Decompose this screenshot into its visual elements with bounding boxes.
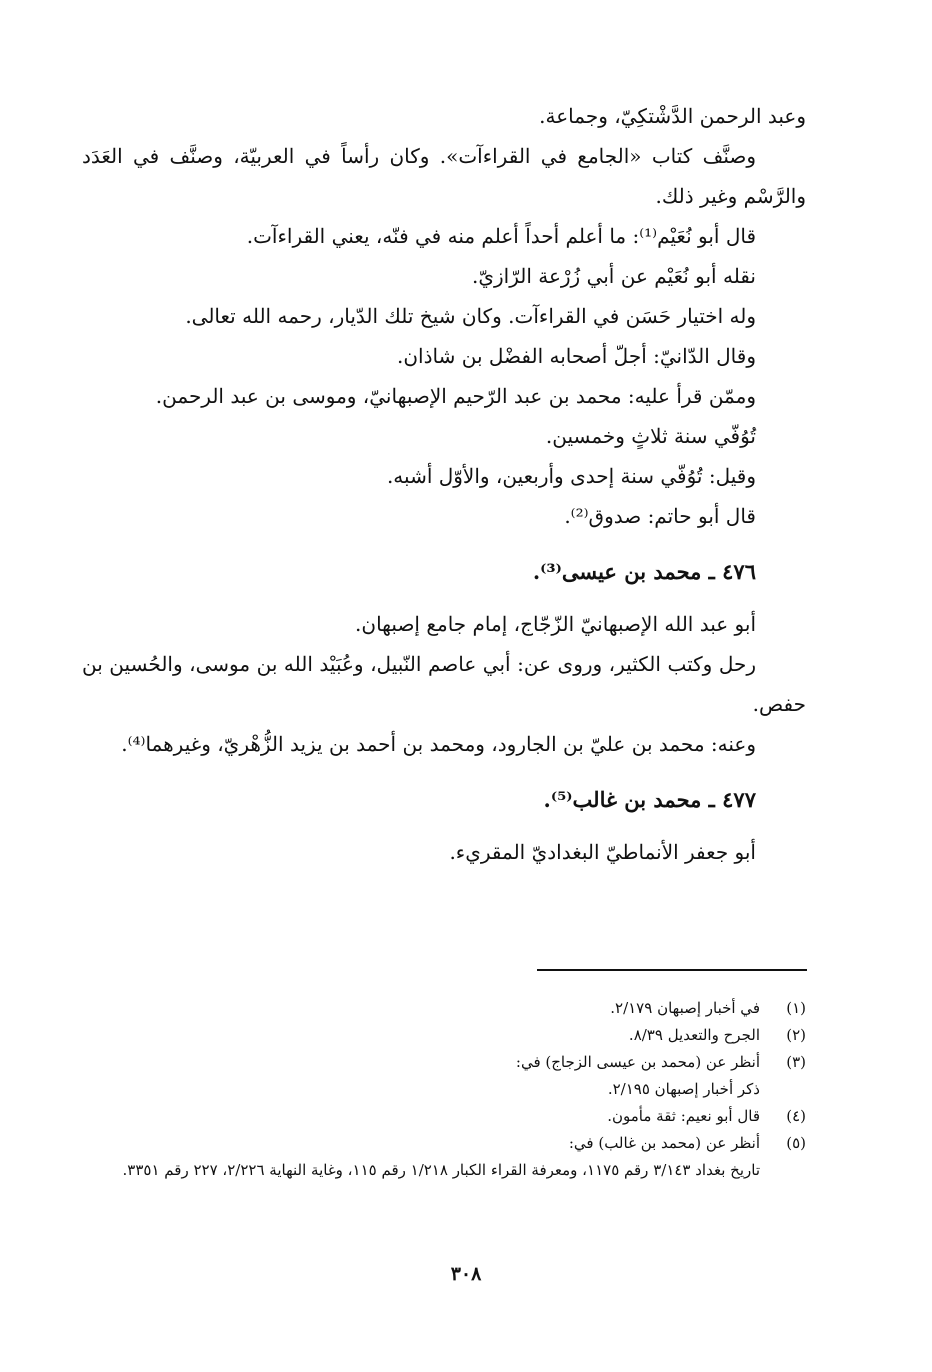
footnote-number: (٣) (786, 1053, 806, 1071)
footnote-text: أنظر عن (محمد بن عيسى الزجاج) في: (515, 1053, 760, 1071)
footnote-text: الجرح والتعديل ٨/٣٩. (628, 1026, 760, 1044)
footnote (82, 1130, 806, 1184)
footnote (82, 1022, 806, 1049)
entry-line: أبو عبد الله الإصبهانيّ الزّجّاج، إمام جامع إصبهان. (355, 612, 756, 636)
footnotes (82, 995, 806, 1184)
footnote-text: قال أبو نعيم: ثقة مأمون. (607, 1107, 760, 1125)
entry-line: رحل وكتب الكثير، وروى عن: أبي عاصم النّبيل، وعُبَيْد الله بن موسى، والحُسين بن حفص. (82, 652, 806, 716)
footnote-number: (٥) (786, 1134, 806, 1152)
footnote-divider (537, 969, 807, 971)
paragraph: قال أبو حاتم: صدوق⁽²⁾. (564, 504, 756, 528)
footnote (82, 995, 806, 1022)
footnote-text: أنظر عن (محمد بن غالب) في: (568, 1134, 760, 1152)
paragraph: نقله أبو نُعَيْم عن أبي زُرْعة الرّازيّ. (471, 264, 756, 288)
footnote (82, 1049, 806, 1103)
paragraph: وصنَّف كتاب «الجامع في القراءآت». وكان رأساً في العربيّة، وصنَّف في العَدَد والرَّسْم وغير ذلك. (82, 144, 806, 208)
paragraph: قال أبو نُعَيْم⁽¹⁾: ما أعلم أحداً أعلم منه في فنّه، يعني القراءآت. (246, 224, 756, 248)
paragraph: وقال الدّانيّ: أجلّ أصحابه الفضْل بن شاذان. (397, 344, 756, 368)
paragraph: وعبد الرحمن الدَّشْتكِيّ، وجماعة. (539, 104, 806, 128)
entry-heading-477: ٤٧٧ ـ محمد بن غالب⁽⁵⁾. (543, 787, 756, 812)
paragraph: تُوُفّي سنة ثلاثٍ وخمسين. (545, 424, 756, 448)
footnote-text: تاريخ بغداد ٣/١٤٣ رقم ١١٧٥، ومعرفة القراء الكبار ١/٢١٨ رقم ١١٥، وغاية النهاية ٢/٢٢٦، ٢٢٧ رقم ٣٣٥١. (122, 1161, 760, 1179)
footnote-text: في أخبار إصبهان ٢/١٧٩. (610, 999, 760, 1017)
footnote-number: (٤) (786, 1107, 806, 1125)
entry-line: أبو جعفر الأنماطيّ البغداديّ المقريء. (449, 840, 756, 864)
main-text (82, 96, 806, 872)
paragraph: وله اختيار حَسَن في القراءآت. وكان شيخ تلك الدّيار، رحمه الله تعالى. (185, 304, 756, 328)
paragraph: وممّن قرأ عليه: محمد بن عبد الرّحيم الإصبهانيّ، وموسى بن عبد الرحمن. (155, 384, 756, 408)
footnote-number: (٢) (786, 1026, 806, 1044)
paragraph: وقيل: تُوُفّي سنة إحدى وأربعين، والأوّل أشبه. (386, 464, 756, 488)
footnote (82, 1103, 806, 1130)
entry-line: وعنه: محمد بن عليّ بن الجارود، ومحمد بن أحمد بن يزيد الزُّهْريّ، وغيرهما⁽⁴⁾. (121, 732, 756, 756)
footnote-text: ذكر أخبار إصبهان ٢/١٩٥. (607, 1080, 760, 1098)
page-number: ٣٠٨ (450, 1263, 482, 1285)
footnote-number: (١) (786, 999, 806, 1017)
entry-heading-476: ٤٧٦ ـ محمد بن عيسى⁽³⁾. (532, 559, 756, 584)
